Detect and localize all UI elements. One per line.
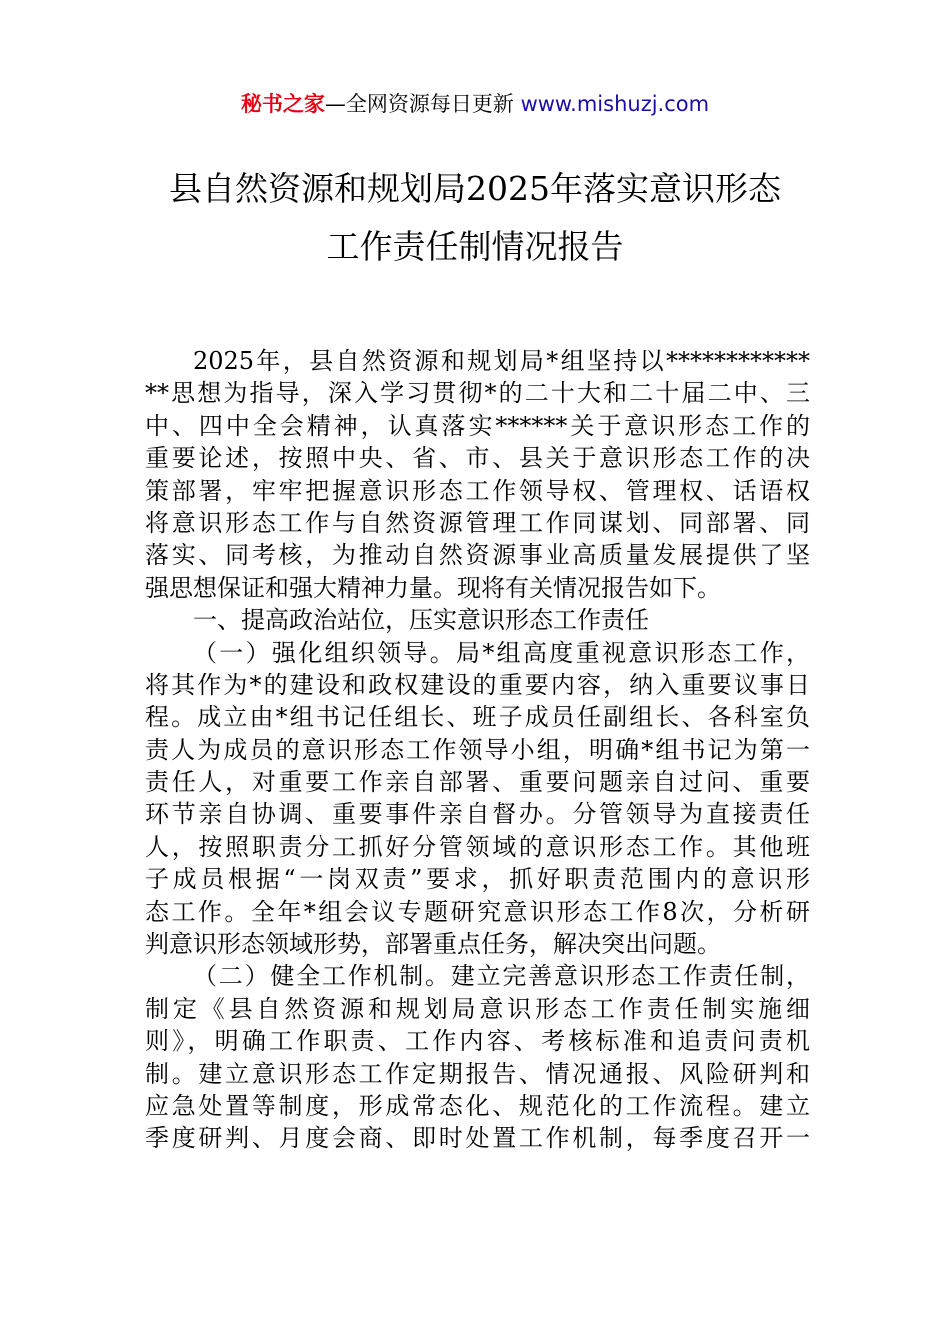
title-line-2: 工作责任制情况报告 [326, 227, 624, 266]
body-line: （二）健全工作机制。建立完善意识形态工作责任制， [193, 962, 810, 991]
body-line: （一）强化组织领导。局*组高度重视意识形态工作， [193, 638, 810, 667]
body-line: 态工作。全年*组会议专题研究意识形态工作8次，分析研 [145, 897, 810, 926]
body-line: 将其作为*的建设和政权建设的重要内容，纳入重要议事日 [145, 670, 810, 699]
body-line: 应急处置等制度，形成常态化、规范化的工作流程。建立 [145, 1091, 810, 1120]
body-line: 环节亲自协调、重要事件亲自督办。分管领导为直接责任 [145, 800, 810, 829]
document-body [145, 345, 810, 1155]
site-url[interactable]: www.mishuzj.com [520, 92, 710, 116]
brand-name: 秘书之家 [240, 92, 325, 116]
body-line: 制。建立意识形态工作定期报告、情况通报、风险研判和 [145, 1059, 810, 1088]
body-line: 程。成立由*组书记任组长、班子成员任副组长、各科室负 [145, 703, 810, 732]
body-line: 将意识形态工作与自然资源管理工作同谋划、同部署、同 [145, 508, 810, 537]
body-line: 则》，明确工作职责、工作内容、考核标准和追责问责机 [145, 1027, 810, 1056]
title-line-1: 县自然资源和规划局2025年落实意识形态 [169, 169, 781, 208]
document-title [60, 160, 890, 276]
body-line: **思想为指导，深入学习贯彻*的二十大和二十届二中、三 [145, 379, 810, 408]
body-line: 子成员根据“一岗双责”要求，抓好职责范围内的意识形 [145, 865, 810, 894]
body-line: 强思想保证和强大精神力量。现将有关情况报告如下。 [145, 573, 721, 602]
body-line: 策部署，牢牢把握意识形态工作领导权、管理权、话语权 [145, 476, 810, 505]
body-line: 2025年，县自然资源和规划局*组坚持以************ [193, 347, 810, 375]
site-header [0, 88, 950, 120]
body-line: 判意识形态领域形势，部署重点任务，解决突出问题。 [145, 930, 721, 959]
body-line: 季度研判、月度会商、即时处置工作机制，每季度召开一 [145, 1124, 810, 1153]
body-line: 责人为成员的意识形态工作领导小组，明确*组书记为第一 [145, 735, 810, 764]
body-line: 人，按照职责分工抓好分管领域的意识形态工作。其他班 [145, 832, 810, 861]
body-line: 重要论述，按照中央、省、市、县关于意识形态工作的决 [145, 444, 810, 473]
body-line: 责任人，对重要工作亲自部署、重要问题亲自过问、重要 [145, 768, 810, 797]
body-line: 中、四中全会精神，认真落实******关于意识形态工作的 [145, 411, 810, 440]
body-line: 落实、同考核，为推动自然资源事业高质量发展提供了坚 [145, 541, 810, 570]
section-heading: 一、提高政治站位，压实意识形态工作责任 [193, 606, 649, 635]
header-tagline: —全网资源每日更新 [324, 92, 521, 116]
body-line: 制定《县自然资源和规划局意识形态工作责任制实施细 [145, 994, 810, 1023]
